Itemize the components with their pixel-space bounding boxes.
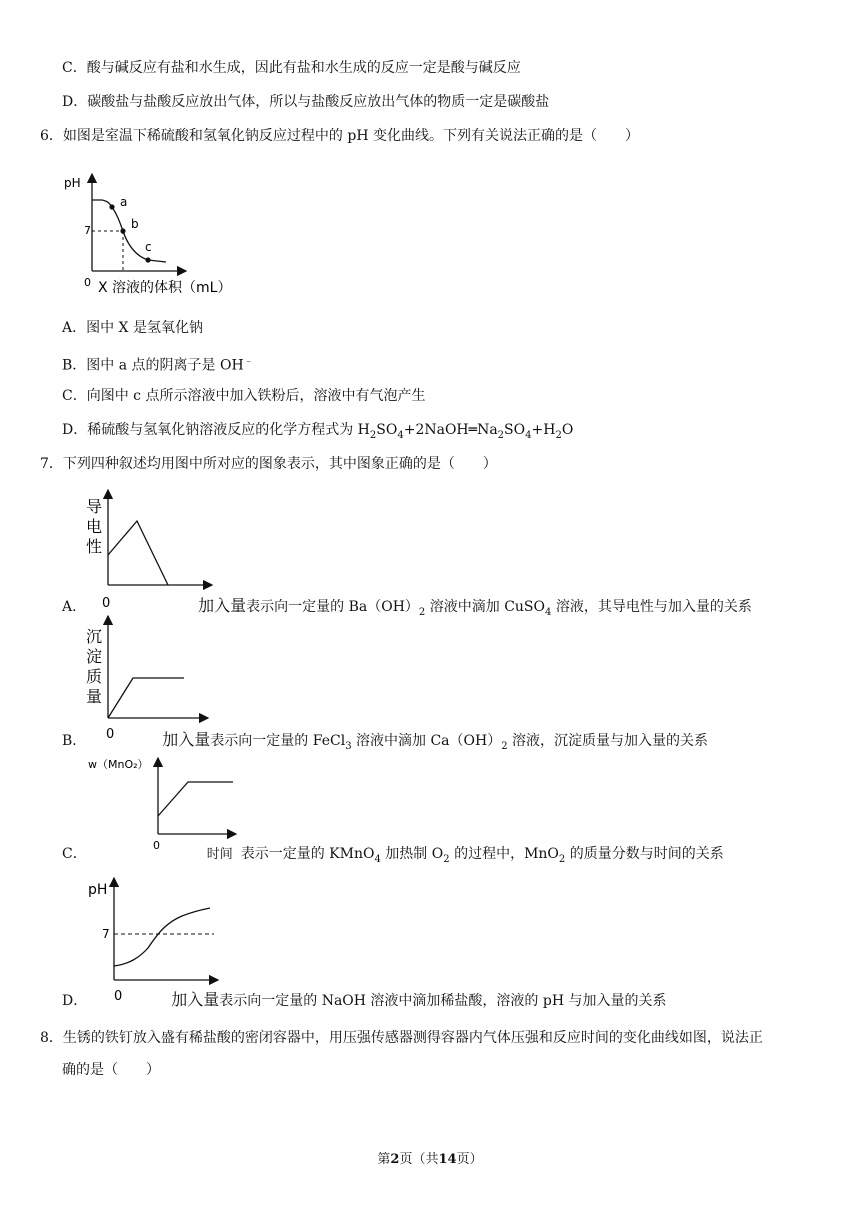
label-b: b	[131, 217, 139, 231]
svg-text:pH: pH	[88, 882, 108, 898]
q6-option-c: C．向图中 c 点所示溶液中加入铁粉后，溶液中有气泡产生	[62, 388, 426, 404]
svg-text:0: 0	[114, 989, 123, 1004]
y-axis-label: pH	[64, 176, 81, 190]
q6-ph-chart	[58, 168, 268, 298]
q7-option-c: C． 时间 表示一定量的 KMnO$_4$ 加热制 $O_2$ 的过程中，MnO$_2$ 的质量分数与时间的关系	[62, 846, 724, 865]
precipitate-line	[108, 678, 184, 718]
q7-option-b: B． 加入量表示向一定量的 FeCl$_3$ 溶液中滴加 $Ca(OH)_2$ 溶液，沉淀质量与加入量的关系	[62, 730, 709, 752]
q6-ph-figure	[58, 168, 268, 302]
svg-text:导: 导	[86, 497, 103, 516]
q7b-figure	[80, 614, 230, 744]
svg-text:沉: 沉	[86, 627, 103, 646]
svg-text:量: 量	[86, 687, 103, 706]
label-c: c	[145, 240, 152, 254]
q7-stem: 7．下列四种叙述均用图中所对应的图象表示，其中图象正确的是（ ）	[40, 456, 497, 472]
q6-option-b: B．图中 a 点的阴离子是 OH﹣	[62, 356, 254, 374]
svg-text:质: 质	[86, 667, 103, 686]
seven-tick-label: 7	[84, 224, 91, 237]
svg-text:0: 0	[153, 839, 160, 850]
svg-text:电: 电	[86, 517, 103, 536]
current-page: 2	[390, 1152, 400, 1167]
q7b-chart	[80, 614, 230, 740]
svg-text:w（MnO₂）: w（MnO₂）	[88, 758, 149, 771]
q8-stem-line1: 8．生锈的铁钉放入盛有稀盐酸的密闭容器中，用压强传感器测得容器内气体压强和反应时间的变化曲线如图，说法正	[40, 1030, 763, 1046]
q6-stem: 6．如图是室温下稀硫酸和氢氧化钠反应过程中的 pH 变化曲线。下列有关说法正确的是（ ）	[40, 128, 639, 144]
svg-text:性: 性	[86, 537, 103, 556]
q7c-figure	[86, 752, 246, 854]
x-axis-label: X 溶液的体积（mL）	[98, 280, 232, 296]
svg-text:0: 0	[102, 596, 111, 611]
origin-label: 0	[84, 276, 91, 289]
svg-text:0: 0	[106, 727, 115, 740]
q7c-chart	[86, 752, 246, 850]
q5-option-d: D．碳酸盐与盐酸反应放出气体，所以与盐酸反应放出气体的物质一定是碳酸盐	[62, 94, 550, 110]
svg-text:淀: 淀	[86, 647, 103, 666]
svg-text:7: 7	[102, 927, 110, 941]
q8-stem-line2: 确的是（ ）	[62, 1062, 160, 1078]
q6-option-d: D．稀硫酸与氢氧化钠溶液反应的化学方程式为 $H_2SO_4+2NaOH═Na_2SO_4+H_2O$	[62, 422, 574, 441]
q5-option-c: C．酸与碱反应有盐和水生成，因此有盐和水生成的反应一定是酸与碱反应	[62, 60, 521, 76]
conductivity-line	[108, 521, 168, 585]
q6-option-a: A．图中 X 是氢氧化钠	[62, 320, 203, 336]
point-a	[109, 204, 114, 209]
total-pages: 14	[438, 1152, 457, 1167]
q7-option-d: D． 加入量表示向一定量的 NaOH 溶液中滴加稀盐酸，溶液的 pH 与加入量的关系	[62, 990, 667, 1009]
point-c	[145, 257, 150, 262]
ph-rising-curve	[114, 908, 210, 966]
ph-curve	[92, 200, 166, 262]
mno2-line	[158, 782, 233, 816]
q7-option-a: A． 加入量表示向一定量的 $Ba(OH)_2$ 溶液中滴加 CuSO$_4$ 溶液，其导电性与加入量的关系	[62, 596, 752, 618]
point-b	[120, 228, 125, 233]
page-footer: 第2页（共14页）	[377, 1152, 483, 1167]
label-a: a	[120, 195, 128, 209]
q7d-chart	[84, 874, 234, 1008]
